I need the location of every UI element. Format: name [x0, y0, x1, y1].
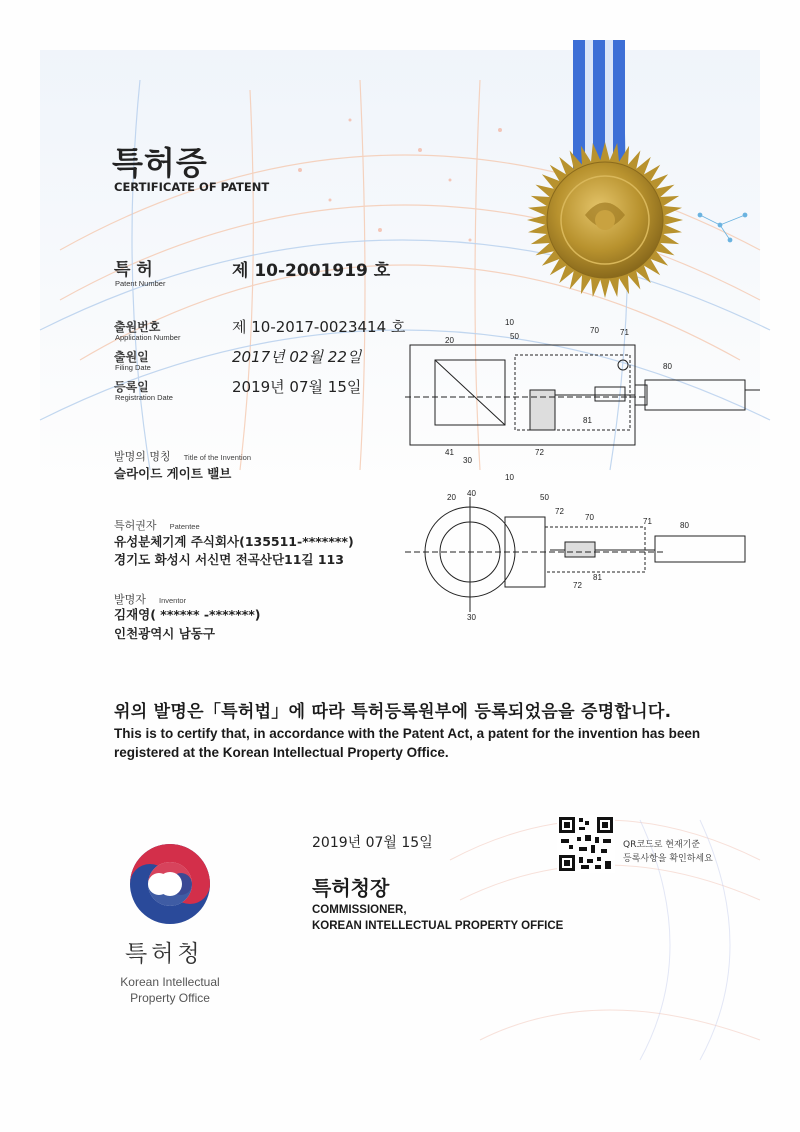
kipo-taegeuk-logo-icon — [126, 840, 214, 928]
drawing-side-label-81: 81 — [593, 573, 602, 582]
inventor-label: 발명자 — [114, 593, 146, 606]
qr-instruction-line2: 등록사항을 확인하세요 — [623, 854, 713, 864]
invention-label-en: Title of the Invention — [183, 453, 251, 462]
drawing-side-label-20: 20 — [447, 493, 456, 502]
commissioner-title-en-line1: COMMISSIONER, — [312, 904, 407, 916]
certification-statement-en: This is to certify that, in accordance with the Patent Act, a patent for the invention has been registered at the Korean Intellectual Property Office. — [114, 726, 701, 760]
drawing-top-label-71: 71 — [620, 328, 629, 337]
drawing-side-label-80: 80 — [680, 521, 689, 530]
technical-drawing-top-view — [405, 315, 765, 465]
drawing-side-label-50: 50 — [540, 493, 549, 502]
patentee-heading — [114, 514, 200, 533]
gold-seal-icon — [515, 130, 695, 310]
filing-date-label-en: Filing Date — [115, 363, 151, 372]
drawing-top-label-20: 20 — [445, 336, 454, 345]
drawing-side-label-40: 40 — [467, 489, 476, 498]
application-number-value: 제 10-2017-0023414 호 — [232, 318, 406, 336]
certification-statement-ko: 위의 발명은「특허법」에 따라 특허등록원부에 등록되었음을 증명합니다. — [114, 702, 672, 722]
invention-title-value: 슬라이드 게이트 밸브 — [114, 466, 232, 481]
invention-label: 발명의 명칭 — [114, 450, 171, 463]
filing-date-label: 출원일 — [114, 350, 149, 364]
patent-number-label: 특 허 — [114, 260, 153, 280]
registration-date-value: 2019년 07월 15일 — [232, 378, 362, 396]
qr-instruction-line1: QR코드로 현재기준 — [623, 840, 701, 850]
drawing-side-label-72a: 72 — [555, 507, 564, 516]
drawing-top-label-80: 80 — [663, 362, 672, 371]
drawing-top-label-10: 10 — [505, 318, 514, 327]
patentee-address: 경기도 화성시 서신면 전곡산단11길 113 — [114, 552, 344, 567]
inventor-name: 김재영( ****** -*******) — [114, 607, 261, 622]
drawing-top-label-41: 41 — [445, 448, 454, 457]
technical-drawing-side-view — [405, 472, 765, 622]
drawing-top-label-81: 81 — [583, 416, 592, 425]
application-number-label: 출원번호 — [114, 320, 161, 334]
kipo-name-en-line2: Property Office — [130, 991, 210, 1005]
invention-heading — [114, 445, 251, 464]
registration-date-label: 등록일 — [114, 380, 149, 394]
inventor-label-en: Inventor — [158, 596, 187, 605]
qr-instruction — [623, 838, 713, 866]
registration-date-label-en: Registration Date — [115, 393, 173, 402]
filing-date-value: 2017년 02월 22일 — [232, 348, 362, 366]
patentee-label: 특허권자 — [114, 519, 157, 532]
patent-number-value: 제 10-2001919 호 — [232, 261, 391, 281]
issue-date: 2019년 07월 15일 — [312, 835, 433, 851]
drawing-side-label-71: 71 — [643, 517, 652, 526]
kipo-name-en-line1: Korean Intellectual — [120, 975, 220, 989]
drawing-top-label-72: 72 — [535, 448, 544, 457]
application-number-label-en: Application Number — [115, 333, 181, 342]
commissioner-title-ko: 특허청장 — [312, 876, 390, 900]
patentee-label-en: Patentee — [169, 522, 200, 531]
drawing-side-label-70: 70 — [585, 513, 594, 522]
commissioner-title-en — [312, 902, 563, 934]
commissioner-title-en-line2: KOREAN INTELLECTUAL PROPERTY OFFICE — [312, 920, 564, 932]
drawing-side-label-30: 30 — [467, 613, 476, 622]
drawing-top-label-30: 30 — [463, 456, 472, 465]
inventor-address: 인천광역시 남동구 — [114, 626, 215, 641]
patent-number-label-en: Patent Number — [115, 279, 166, 288]
kipo-name-ko: 특허청 — [125, 941, 204, 967]
drawing-top-label-70: 70 — [590, 326, 599, 335]
drawing-side-label-72b: 72 — [573, 581, 582, 590]
drawing-top-label-50: 50 — [510, 332, 519, 341]
patentee-name: 유성분체기계 주식회사(135511-*******) — [114, 534, 354, 549]
kipo-name-en — [100, 974, 240, 1006]
qr-code-icon[interactable] — [557, 815, 615, 873]
drawing-side-label-10: 10 — [505, 473, 514, 482]
certificate-title-en: CERTIFICATE OF PATENT — [114, 180, 270, 194]
certificate-title: 특허증 — [112, 144, 208, 182]
